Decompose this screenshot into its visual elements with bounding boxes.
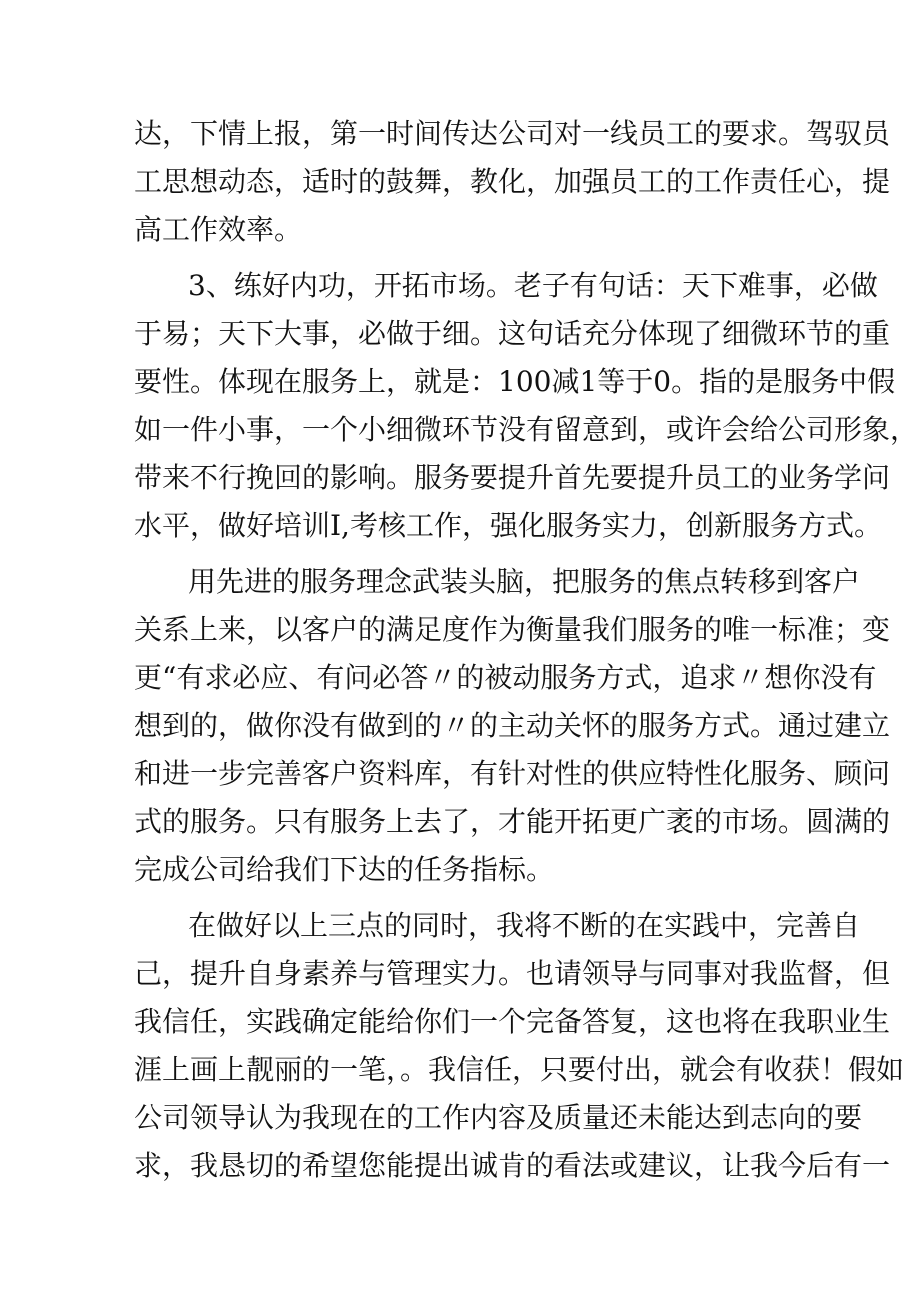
- text-line: 公司领导认为我现在的工作内容及质量还未能达到志向的要: [134, 1101, 863, 1134]
- text-line: 如一件小事，一个小细微环节没有留意到，或许会给公司形象，: [134, 413, 919, 446]
- text-line: 涯上画上靓丽的一笔，。我信任，只要付出，就会有收获！假如: [134, 1053, 905, 1086]
- text-line: 高工作效率。: [134, 213, 303, 246]
- text-line: 己，提升自身素养与管理实力。也请领导与同事对我监督，但: [134, 957, 891, 990]
- text-line: 关系上来，以客户的满足度作为衡量我们服务的唯一标准；变: [134, 613, 891, 646]
- text-line: 完成公司给我们下达的任务指标。: [134, 853, 555, 886]
- text-line: 要性。体现在服务上，就是：100减1等于0。指的是服务中假: [134, 365, 896, 398]
- text-line: 用先进的服务理念武装头脑，把服务的焦点转移到客户: [188, 565, 861, 598]
- text-line: 3、练好内功，开拓市场。老子有句话：天下难事，必做: [188, 269, 878, 302]
- text-line: 达，下情上报，第一时间传达公司对一线员工的要求。驾驭员: [134, 117, 891, 150]
- text-line: 更“有求必应、有问必答〃的被动服务方式，追求〃想你没有: [134, 661, 877, 694]
- text-line: 于易；天下大事，必做于细。这句话充分体现了细微环节的重: [134, 317, 891, 350]
- text-line: 在做好以上三点的同时，我将不断的在实践中，完善自: [188, 909, 861, 942]
- text-line: 我信任，实践确定能给你们一个完备答复，这也将在我职业生: [134, 1005, 891, 1038]
- text-line: 和进一步完善客户资料库，有针对性的供应特性化服务、顾问: [134, 757, 891, 790]
- text-line: 想到的，做你没有做到的〃的主动关怀的服务方式。通过建立: [134, 709, 891, 742]
- text-line: 水平，做好培训I,考核工作，强化服务实力，创新服务方式。: [134, 509, 882, 542]
- text-line: 带来不行挽回的影响。服务要提升首先要提升员工的业务学问: [134, 461, 891, 494]
- text-line: 求，我恳切的希望您能提出诚肯的看法或建议，让我今后有一: [134, 1149, 891, 1182]
- text-line: 工思想动态，适时的鼓舞，教化，加强员工的工作责任心，提: [134, 165, 891, 198]
- text-line: 式的服务。只有服务上去了，才能开拓更广袤的市场。圆满的: [134, 805, 891, 838]
